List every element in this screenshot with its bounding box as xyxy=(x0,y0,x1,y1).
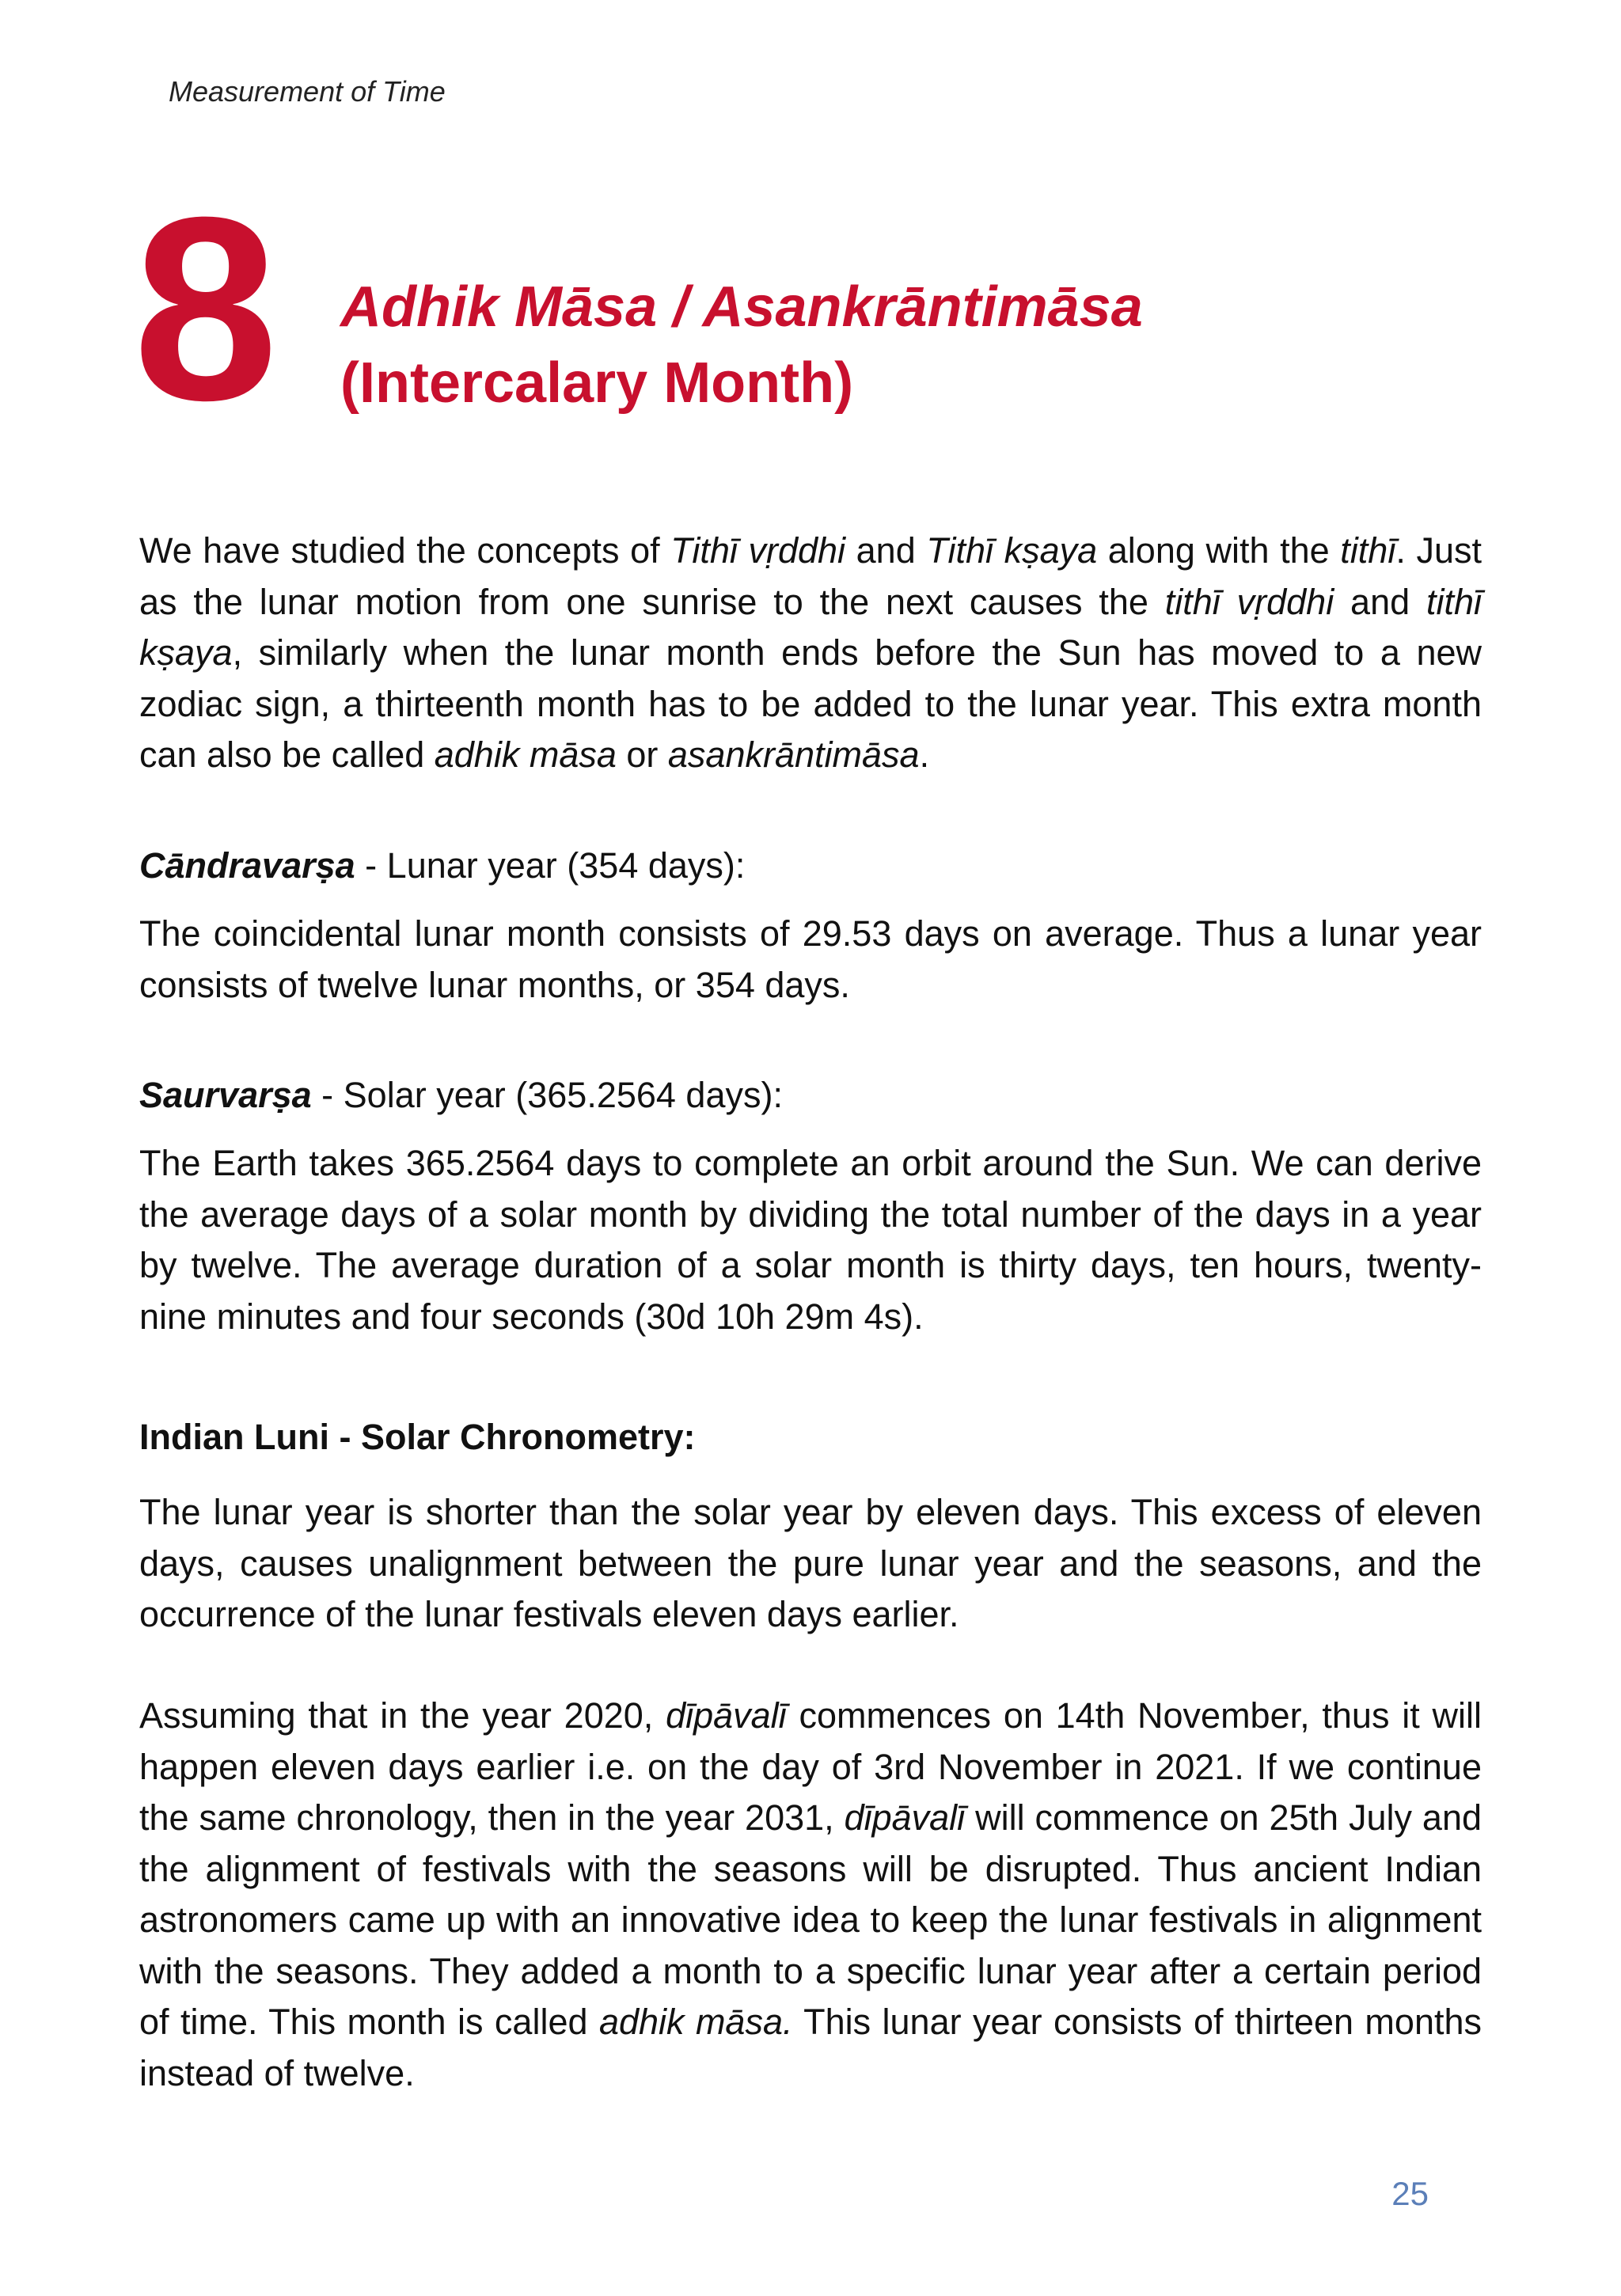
term-italic: dīpāvalī xyxy=(666,1695,787,1736)
text-run: and xyxy=(1334,581,1426,622)
page-number: 25 xyxy=(1391,2175,1429,2212)
luni-solar-heading-text: Indian Luni - Solar Chronometry: xyxy=(139,1417,696,1457)
text-run: . xyxy=(919,734,930,775)
term-italic: adhik māsa xyxy=(434,734,617,775)
term-italic: tithī xyxy=(1340,530,1396,571)
chapter-title-line1: Adhik Māsa / Asankrāntimāsa xyxy=(340,275,1143,339)
luni-solar-paragraph xyxy=(139,1487,1482,1641)
text-run: commences on 14th November, thus it will happen eleven days earlier i.e. on the day of 3rd November in 2021. If we continue the same chronology, then in the year 2031, xyxy=(139,1695,1482,1838)
intro-paragraph xyxy=(139,526,1482,781)
text-run: or xyxy=(616,734,668,775)
lunar-year-term: Cāndravarṣa xyxy=(139,845,355,886)
solar-year-heading-rest: - Solar year (365.2564 days): xyxy=(311,1075,783,1115)
solar-year-paragraph xyxy=(139,1138,1482,1342)
term-italic: asankrāntimāsa xyxy=(667,734,920,775)
luni-solar-heading xyxy=(139,1412,1482,1463)
term-italic: Tithī kṣaya xyxy=(926,530,1098,571)
lunar-year-heading xyxy=(139,841,1482,892)
text-run: We have studied the concepts of xyxy=(139,530,671,571)
running-header: Measurement of Time xyxy=(169,75,446,108)
term-italic: tithī kṣaya xyxy=(139,581,1482,673)
term-italic: adhik māsa. xyxy=(598,2002,793,2042)
lunar-year-paragraph xyxy=(139,909,1482,1011)
term-italic: tithī vṛddhi xyxy=(1164,581,1334,622)
chapter-title-line2: (Intercalary Month) xyxy=(340,351,854,415)
chapter-title xyxy=(340,269,1143,421)
dipavali-example-paragraph xyxy=(139,1691,1482,2099)
solar-year-term: Saurvarṣa xyxy=(139,1075,312,1115)
text-run: and xyxy=(845,530,927,571)
solar-year-heading xyxy=(139,1070,1482,1121)
chapter-number: 8 xyxy=(133,162,275,454)
text-run: will commence on 25th July and the alignment of festivals with the seasons will be disrupted. Thus ancient Indian astronomers came up with an innovative idea to keep the lunar festivals in alignment with the seasons. They added a month to a specific lunar year after a certain period of time. This month is called xyxy=(139,1797,1482,2042)
lunar-year-text: The coincidental lunar month consists of 29.53 days on average. Thus a lunar year consists of twelve lunar months, or 354 days. xyxy=(139,913,1482,1005)
text-run: This lunar year consists of thirteen months instead of twelve. xyxy=(139,2002,1482,2093)
term-italic: dīpāvalī xyxy=(844,1797,966,1838)
text-run: . Just as the lunar motion from one sunrise to the next causes the xyxy=(139,530,1482,622)
text-run: , similarly when the lunar month ends before the Sun has moved to a new zodiac sign, a thirteenth month has to be added to the lunar year. This extra month can also be called xyxy=(139,632,1482,775)
text-run: along with the xyxy=(1097,530,1341,571)
solar-year-text: The Earth takes 365.2564 days to complete an orbit around the Sun. We can derive the average days of a solar month by dividing the total number of the days in a year by twelve. The average duration of a solar month is thirty days, ten hours, twenty-nine minutes and four seconds (30d 10h 29m 4s). xyxy=(139,1143,1482,1337)
lunar-year-heading-rest: - Lunar year (354 days): xyxy=(355,845,746,886)
text-run: Assuming that in the year 2020, xyxy=(139,1695,666,1736)
luni-solar-text: The lunar year is shorter than the solar year by eleven days. This excess of eleven days, causes unalignment between the pure lunar year and the seasons, and the occurrence of the lunar festivals eleven days earlier. xyxy=(139,1492,1482,1634)
term-italic: Tithī vṛddhi xyxy=(670,530,846,571)
